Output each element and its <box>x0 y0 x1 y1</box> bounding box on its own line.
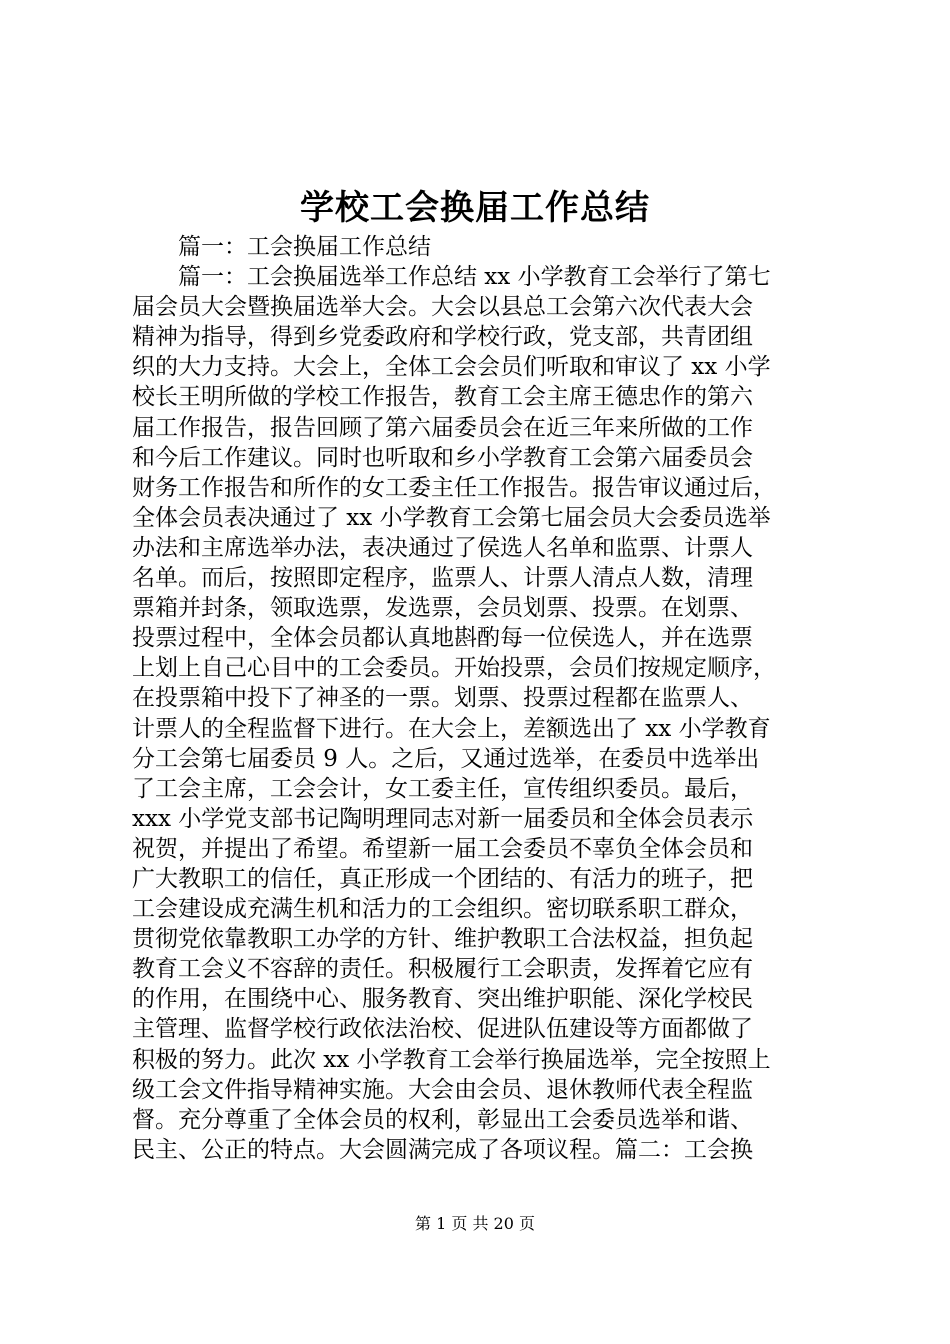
text-line: 积极的努力。此次 xx 小学教育工会举行换届选举，完全按照上 <box>132 1046 771 1073</box>
text-line: 祝贺，并提出了希望。希望新一届工会委员不辜负全体会员和 <box>132 835 753 862</box>
text-line: 全体会员表决通过了 xx 小学教育工会第七届会员大会委员选举 <box>132 504 771 531</box>
text-line: 在投票箱中投下了神圣的一票。划票、投票过程都在监票人、 <box>132 685 753 712</box>
text-line: 财务工作报告和所作的女工委主任工作报告。报告审议通过后， <box>132 474 776 501</box>
text-line: 分工会第七届委员 9 人。之后，又通过选举，在委员中选举出 <box>132 745 760 772</box>
text-line: 广大教职工的信任，真正形成一个团结的、有活力的班子，把 <box>132 865 753 892</box>
page-number-footer: 第 1 页 共 20 页 <box>415 1214 535 1233</box>
text-line: 名单。而后，按照即定程序，监票人、计票人清点人数，清理 <box>132 565 753 592</box>
text-line: 织的大力支持。大会上，全体工会会员们听取和审议了 xx 小学 <box>132 354 771 381</box>
text-line: 工会建设成充满生机和活力的工会组织。密切联系职工群众， <box>132 896 753 923</box>
document-body <box>132 232 832 1165</box>
text-line: 校长王明所做的学校工作报告，教育工会主席王德忠作的第六 <box>132 384 753 411</box>
text-line: 教育工会义不容辞的责任。积极履行工会职责，发挥着它应有 <box>132 956 753 983</box>
text-line: 级工会文件指导精神实施。大会由会员、退休教师代表全程监 <box>132 1076 753 1103</box>
text-line: 篇一：工会换届选举工作总结 xx 小学教育工会举行了第七 <box>132 264 771 291</box>
text-line: 办法和主席选举办法，表决通过了侯选人名单和监票、计票人 <box>132 534 753 561</box>
text-line: 届工作报告，报告回顾了第六届委员会在近三年来所做的工作 <box>132 414 753 441</box>
text-line: 票箱并封条，领取选票，发选票，会员划票、投票。在划票、 <box>132 595 753 622</box>
text-line: 届会员大会暨换届选举大会。大会以县总工会第六次代表大会 <box>132 294 753 321</box>
text-line: 督。充分尊重了全体会员的权利，彰显出工会委员选举和谐、 <box>132 1106 753 1133</box>
text-line: 民主、公正的特点。大会圆满完成了各项议程。篇二：工会换 <box>132 1136 753 1163</box>
text-line: 的作用，在围绕中心、服务教育、突出维护职能、深化学校民 <box>132 986 753 1013</box>
text-line: 篇一：工会换届工作总结 <box>132 234 431 260</box>
text-line: 上划上自己心目中的工会委员。开始投票，会员们按规定顺序， <box>132 655 776 682</box>
text-line: 了工会主席，工会会计，女工委主任，宣传组织委员。最后， <box>132 775 753 802</box>
text-line: 贯彻党依靠教职工办学的方针、维护教职工合法权益，担负起 <box>132 926 753 953</box>
document-title: 学校工会换届工作总结 <box>300 188 650 228</box>
text-line: 精神为指导，得到乡党委政府和学校行政，党支部，共青团组 <box>132 324 753 351</box>
text-line: 投票过程中，全体会员都认真地斟酌每一位侯选人，并在选票 <box>132 625 753 652</box>
text-line: 主管理、监督学校行政依法治校、促进队伍建设等方面都做了 <box>132 1016 753 1043</box>
text-line: 和今后工作建议。同时也听取和乡小学教育工会第六届委员会 <box>132 444 753 471</box>
text-line: 计票人的全程监督下进行。在大会上，差额选出了 xx 小学教育 <box>132 715 771 742</box>
text-line: xxx 小学党支部书记陶明理同志对新一届委员和全体会员表示 <box>132 805 754 832</box>
